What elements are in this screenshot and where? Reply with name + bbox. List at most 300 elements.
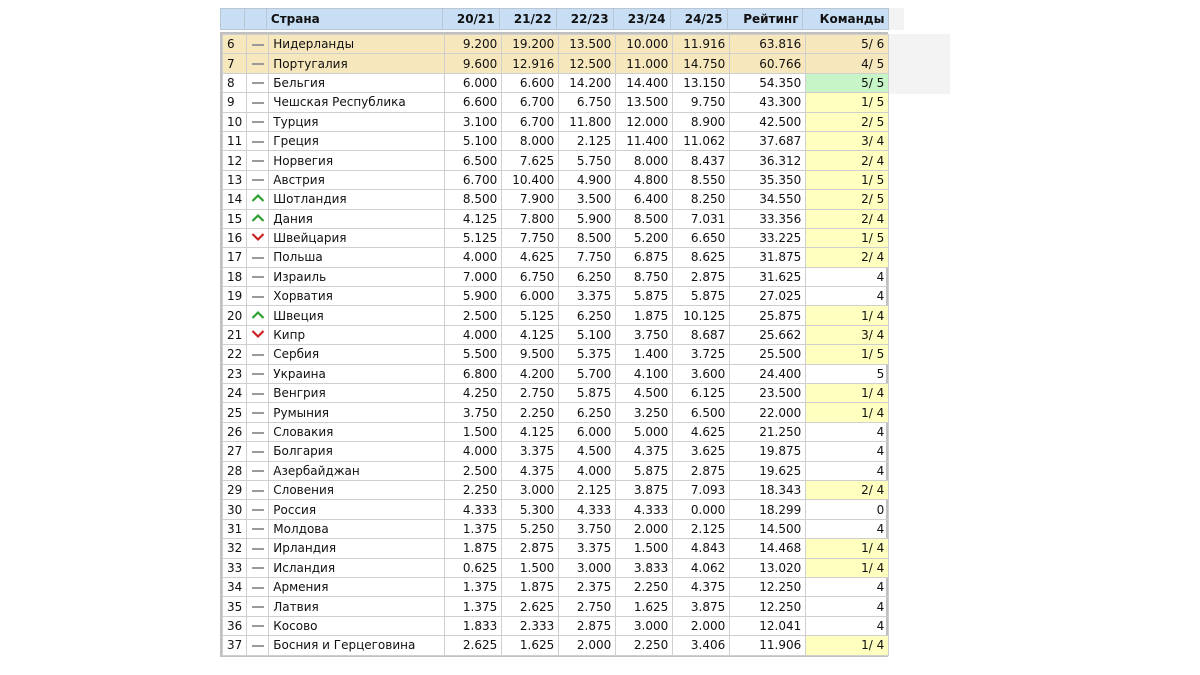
trend-unchanged-icon (252, 509, 264, 511)
country-name[interactable]: Кипр (269, 325, 445, 344)
country-name[interactable]: Латвия (269, 597, 445, 616)
season-2-value: 7.750 (502, 228, 559, 247)
rating-value: 24.400 (730, 364, 806, 383)
table-row[interactable] (223, 54, 889, 73)
season-5-value: 2.125 (673, 519, 730, 538)
trend-unchanged-icon (252, 432, 264, 434)
teams-value: 4 (806, 616, 889, 635)
teams-value: 4 (806, 461, 889, 480)
season-4-value: 2.000 (616, 519, 673, 538)
season-2-value: 4.375 (502, 461, 559, 480)
rating-value: 18.343 (730, 480, 806, 499)
rank-cell: 8 (223, 73, 247, 92)
country-name[interactable]: Сербия (269, 345, 445, 364)
rating-value: 23.500 (730, 384, 806, 403)
rating-value: 19.625 (730, 461, 806, 480)
rank-cell: 11 (223, 131, 247, 150)
season-2-value: 4.200 (502, 364, 559, 383)
rating-value: 27.025 (730, 287, 806, 306)
season-2-value: 2.875 (502, 539, 559, 558)
table-row[interactable] (223, 636, 889, 655)
trend-cell (247, 306, 269, 325)
trend-unchanged-icon (252, 276, 264, 278)
teams-value: 2/ 5 (806, 190, 889, 209)
rank-cell: 9 (223, 93, 247, 112)
header-season-1[interactable]: 20/21 (442, 9, 499, 30)
trend-cell (247, 597, 269, 616)
trend-cell (247, 461, 269, 480)
season-1-value: 4.000 (445, 325, 502, 344)
rank-cell: 19 (223, 287, 247, 306)
country-name[interactable]: Дания (269, 209, 445, 228)
season-2-value: 1.875 (502, 577, 559, 596)
table-row[interactable] (223, 248, 889, 267)
season-2-value: 19.200 (502, 35, 559, 54)
season-3-value: 3.750 (559, 519, 616, 538)
table-row[interactable] (223, 190, 889, 209)
trend-cell (247, 151, 269, 170)
season-4-value: 5.875 (616, 461, 673, 480)
rank-cell: 20 (223, 306, 247, 325)
rank-cell: 21 (223, 325, 247, 344)
table-row[interactable] (223, 364, 889, 383)
season-2-value: 7.800 (502, 209, 559, 228)
season-3-value: 3.375 (559, 539, 616, 558)
country-name[interactable]: Бельгия (269, 73, 445, 92)
season-4-value: 3.000 (616, 616, 673, 635)
table-row[interactable] (223, 73, 889, 92)
country-name[interactable]: Нидерланды (269, 35, 445, 54)
season-1-value: 1.375 (445, 577, 502, 596)
season-1-value: 6.000 (445, 73, 502, 92)
season-3-value: 2.125 (559, 480, 616, 499)
season-3-value: 3.500 (559, 190, 616, 209)
season-5-value: 8.437 (673, 151, 730, 170)
rating-value: 54.350 (730, 73, 806, 92)
season-4-value: 1.500 (616, 539, 673, 558)
trend-unchanged-icon (252, 548, 264, 550)
season-1-value: 1.375 (445, 519, 502, 538)
table-header-bar (220, 8, 904, 30)
season-1-value: 3.750 (445, 403, 502, 422)
season-2-value: 5.125 (502, 306, 559, 325)
season-5-value: 4.843 (673, 539, 730, 558)
teams-value: 5/ 5 (806, 73, 889, 92)
rating-value: 22.000 (730, 403, 806, 422)
rating-value: 35.350 (730, 170, 806, 189)
season-2-value: 2.750 (502, 384, 559, 403)
season-2-value: 7.625 (502, 151, 559, 170)
table-row[interactable] (223, 539, 889, 558)
rating-value: 33.356 (730, 209, 806, 228)
table-row[interactable] (223, 287, 889, 306)
rating-value: 19.875 (730, 442, 806, 461)
table-row[interactable] (223, 267, 889, 286)
season-2-value: 10.400 (502, 170, 559, 189)
country-name[interactable]: Польша (269, 248, 445, 267)
teams-value: 4 (806, 519, 889, 538)
teams-value: 2/ 5 (806, 112, 889, 131)
trend-down-icon (251, 328, 265, 342)
season-1-value: 2.500 (445, 461, 502, 480)
table-row[interactable] (223, 403, 889, 422)
header-season-2[interactable]: 21/22 (499, 9, 556, 30)
season-1-value: 2.500 (445, 306, 502, 325)
rating-value: 33.225 (730, 228, 806, 247)
season-3-value: 6.000 (559, 422, 616, 441)
season-1-value: 5.100 (445, 131, 502, 150)
rating-value: 21.250 (730, 422, 806, 441)
season-5-value: 8.550 (673, 170, 730, 189)
trend-cell (247, 170, 269, 189)
season-3-value: 11.800 (559, 112, 616, 131)
season-4-value: 5.000 (616, 422, 673, 441)
header-rating[interactable]: Рейтинг (727, 9, 803, 30)
season-5-value: 3.625 (673, 442, 730, 461)
country-name[interactable]: Чешская Республика (269, 93, 445, 112)
country-name[interactable]: Швеция (269, 306, 445, 325)
season-2-value: 6.700 (502, 93, 559, 112)
ranking-table (222, 34, 889, 656)
rank-cell: 33 (223, 558, 247, 577)
header-pos[interactable] (221, 9, 245, 30)
teams-value: 1/ 4 (806, 384, 889, 403)
rank-cell: 32 (223, 539, 247, 558)
country-name[interactable]: Румыния (269, 403, 445, 422)
season-5-value: 5.875 (673, 287, 730, 306)
season-1-value: 5.125 (445, 228, 502, 247)
teams-value: 1/ 4 (806, 558, 889, 577)
season-5-value: 3.725 (673, 345, 730, 364)
trend-cell (247, 112, 269, 131)
season-4-value: 4.500 (616, 384, 673, 403)
season-3-value: 4.333 (559, 500, 616, 519)
table-row[interactable] (223, 480, 889, 499)
rank-cell: 37 (223, 636, 247, 655)
table-row[interactable] (223, 384, 889, 403)
teams-value: 2/ 4 (806, 480, 889, 499)
table-row[interactable] (223, 422, 889, 441)
country-name[interactable]: Словакия (269, 422, 445, 441)
table-row[interactable] (223, 209, 889, 228)
trend-unchanged-icon (252, 141, 264, 143)
table-row[interactable] (223, 93, 889, 112)
rank-cell: 27 (223, 442, 247, 461)
teams-value: 3/ 4 (806, 325, 889, 344)
season-1-value: 3.100 (445, 112, 502, 131)
country-name[interactable]: Россия (269, 500, 445, 519)
trend-unchanged-icon (252, 470, 264, 472)
season-5-value: 2.000 (673, 616, 730, 635)
season-4-value: 5.875 (616, 287, 673, 306)
trend-cell (247, 131, 269, 150)
rank-cell: 30 (223, 500, 247, 519)
country-name[interactable]: Норвегия (269, 151, 445, 170)
country-name[interactable]: Португалия (269, 54, 445, 73)
table-row[interactable] (223, 151, 889, 170)
season-3-value: 14.200 (559, 73, 616, 92)
country-name[interactable]: Швейцария (269, 228, 445, 247)
season-5-value: 7.093 (673, 480, 730, 499)
header-season-5[interactable]: 24/25 (670, 9, 727, 30)
season-2-value: 8.000 (502, 131, 559, 150)
country-name[interactable]: Босния и Герцеговина (269, 636, 445, 655)
side-panel-background (888, 34, 950, 94)
teams-value: 1/ 4 (806, 306, 889, 325)
table-row[interactable] (223, 35, 889, 54)
rating-value: 60.766 (730, 54, 806, 73)
table-row[interactable] (223, 306, 889, 325)
teams-value: 4 (806, 287, 889, 306)
table-row[interactable] (223, 345, 889, 364)
country-name[interactable]: Австрия (269, 170, 445, 189)
ranking-table-body (222, 34, 889, 656)
teams-value: 1/ 4 (806, 403, 889, 422)
trend-cell (247, 616, 269, 635)
season-4-value: 6.875 (616, 248, 673, 267)
table-row[interactable] (223, 577, 889, 596)
rating-value: 42.500 (730, 112, 806, 131)
header-season-3[interactable]: 22/23 (556, 9, 613, 30)
trend-cell (247, 35, 269, 54)
rating-value: 14.500 (730, 519, 806, 538)
rating-value: 31.875 (730, 248, 806, 267)
table-row[interactable] (223, 442, 889, 461)
season-1-value: 1.375 (445, 597, 502, 616)
teams-value: 3/ 4 (806, 131, 889, 150)
country-name[interactable]: Азербайджан (269, 461, 445, 480)
season-4-value: 4.100 (616, 364, 673, 383)
season-5-value: 8.625 (673, 248, 730, 267)
season-1-value: 9.600 (445, 54, 502, 73)
rank-cell: 31 (223, 519, 247, 538)
season-2-value: 6.000 (502, 287, 559, 306)
season-1-value: 9.200 (445, 35, 502, 54)
season-4-value: 4.800 (616, 170, 673, 189)
header-country[interactable]: Страна (266, 9, 442, 30)
season-2-value: 2.625 (502, 597, 559, 616)
season-3-value: 2.750 (559, 597, 616, 616)
country-name[interactable]: Исландия (269, 558, 445, 577)
season-1-value: 1.833 (445, 616, 502, 635)
season-5-value: 8.250 (673, 190, 730, 209)
rank-cell: 18 (223, 267, 247, 286)
season-4-value: 8.750 (616, 267, 673, 286)
trend-unchanged-icon (252, 645, 264, 647)
country-name[interactable]: Украина (269, 364, 445, 383)
rating-value: 25.662 (730, 325, 806, 344)
rank-cell: 12 (223, 151, 247, 170)
season-5-value: 3.600 (673, 364, 730, 383)
trend-cell (247, 345, 269, 364)
season-4-value: 6.400 (616, 190, 673, 209)
teams-value: 1/ 5 (806, 228, 889, 247)
teams-value: 4 (806, 267, 889, 286)
country-name[interactable]: Греция (269, 131, 445, 150)
rank-cell: 17 (223, 248, 247, 267)
season-4-value: 3.250 (616, 403, 673, 422)
table-row[interactable] (223, 228, 889, 247)
teams-value: 0 (806, 500, 889, 519)
country-name[interactable]: Болгария (269, 442, 445, 461)
trend-cell (247, 267, 269, 286)
season-3-value: 12.500 (559, 54, 616, 73)
season-5-value: 4.062 (673, 558, 730, 577)
trend-cell (247, 209, 269, 228)
header-teams[interactable]: Команды (803, 9, 889, 30)
season-4-value: 14.400 (616, 73, 673, 92)
trend-unchanged-icon (252, 179, 264, 181)
season-2-value: 6.700 (502, 112, 559, 131)
season-1-value: 8.500 (445, 190, 502, 209)
trend-cell (247, 73, 269, 92)
season-4-value: 5.200 (616, 228, 673, 247)
season-5-value: 3.406 (673, 636, 730, 655)
season-4-value: 1.625 (616, 597, 673, 616)
rank-cell: 28 (223, 461, 247, 480)
rating-value: 34.550 (730, 190, 806, 209)
trend-unchanged-icon (252, 412, 264, 414)
season-3-value: 8.500 (559, 228, 616, 247)
season-5-value: 8.900 (673, 112, 730, 131)
season-1-value: 6.500 (445, 151, 502, 170)
season-4-value: 13.500 (616, 93, 673, 112)
season-3-value: 4.000 (559, 461, 616, 480)
season-3-value: 6.250 (559, 306, 616, 325)
country-name[interactable]: Словения (269, 480, 445, 499)
rank-cell: 6 (223, 35, 247, 54)
country-name[interactable]: Ирландия (269, 539, 445, 558)
trend-cell (247, 577, 269, 596)
trend-cell (247, 93, 269, 112)
teams-value: 1/ 5 (806, 170, 889, 189)
table-row[interactable] (223, 112, 889, 131)
header-spacer (889, 9, 904, 30)
country-name[interactable]: Израиль (269, 267, 445, 286)
trend-cell (247, 480, 269, 499)
table-row[interactable] (223, 616, 889, 635)
trend-unchanged-icon (252, 625, 264, 627)
ranking-rows (223, 35, 889, 656)
trend-unchanged-icon (252, 528, 264, 530)
season-5-value: 11.916 (673, 35, 730, 54)
season-1-value: 4.333 (445, 500, 502, 519)
season-3-value: 6.250 (559, 403, 616, 422)
header-trend[interactable] (244, 9, 266, 30)
season-2-value: 7.900 (502, 190, 559, 209)
trend-up-icon (251, 192, 265, 206)
season-4-value: 12.000 (616, 112, 673, 131)
season-3-value: 3.375 (559, 287, 616, 306)
season-5-value: 3.875 (673, 597, 730, 616)
table-row[interactable] (223, 500, 889, 519)
rank-cell: 16 (223, 228, 247, 247)
table-row[interactable] (223, 131, 889, 150)
season-2-value: 1.500 (502, 558, 559, 577)
season-2-value: 6.600 (502, 73, 559, 92)
rating-value: 25.500 (730, 345, 806, 364)
rank-cell: 15 (223, 209, 247, 228)
country-name[interactable]: Косово (269, 616, 445, 635)
header-table (220, 8, 904, 30)
season-5-value: 7.031 (673, 209, 730, 228)
table-row[interactable] (223, 325, 889, 344)
season-5-value: 6.650 (673, 228, 730, 247)
season-3-value: 2.000 (559, 636, 616, 655)
teams-value: 2/ 4 (806, 151, 889, 170)
trend-unchanged-icon (252, 160, 264, 162)
season-1-value: 6.700 (445, 170, 502, 189)
country-name[interactable]: Армения (269, 577, 445, 596)
rating-value: 14.468 (730, 539, 806, 558)
trend-cell (247, 500, 269, 519)
country-name[interactable]: Молдова (269, 519, 445, 538)
season-1-value: 4.000 (445, 442, 502, 461)
season-3-value: 2.875 (559, 616, 616, 635)
rating-value: 12.041 (730, 616, 806, 635)
season-2-value: 9.500 (502, 345, 559, 364)
trend-unchanged-icon (252, 393, 264, 395)
header-season-4[interactable]: 23/24 (613, 9, 670, 30)
trend-unchanged-icon (252, 296, 264, 298)
rating-value: 43.300 (730, 93, 806, 112)
trend-unchanged-icon (252, 102, 264, 104)
country-name[interactable]: Турция (269, 112, 445, 131)
teams-value: 5/ 6 (806, 35, 889, 54)
season-3-value: 3.000 (559, 558, 616, 577)
table-row[interactable] (223, 170, 889, 189)
rank-cell: 26 (223, 422, 247, 441)
teams-value: 1/ 5 (806, 345, 889, 364)
trend-cell (247, 325, 269, 344)
rank-cell: 7 (223, 54, 247, 73)
season-3-value: 5.375 (559, 345, 616, 364)
trend-cell (247, 54, 269, 73)
trend-cell (247, 636, 269, 655)
country-name[interactable]: Хорватия (269, 287, 445, 306)
table-row[interactable] (223, 597, 889, 616)
season-4-value: 3.875 (616, 480, 673, 499)
trend-cell (247, 519, 269, 538)
season-3-value: 6.250 (559, 267, 616, 286)
rating-value: 25.875 (730, 306, 806, 325)
country-name[interactable]: Венгрия (269, 384, 445, 403)
trend-unchanged-icon (252, 587, 264, 589)
table-row[interactable] (223, 461, 889, 480)
trend-unchanged-icon (252, 121, 264, 123)
rank-cell: 34 (223, 577, 247, 596)
season-5-value: 2.875 (673, 461, 730, 480)
season-3-value: 2.125 (559, 131, 616, 150)
season-4-value: 11.400 (616, 131, 673, 150)
season-5-value: 4.625 (673, 422, 730, 441)
rating-value: 37.687 (730, 131, 806, 150)
table-row[interactable] (223, 519, 889, 538)
trend-cell (247, 384, 269, 403)
rating-value: 18.299 (730, 500, 806, 519)
season-5-value: 6.500 (673, 403, 730, 422)
season-5-value: 0.000 (673, 500, 730, 519)
country-name[interactable]: Шотландия (269, 190, 445, 209)
season-4-value: 4.375 (616, 442, 673, 461)
table-row[interactable] (223, 558, 889, 577)
season-4-value: 4.333 (616, 500, 673, 519)
season-4-value: 2.250 (616, 636, 673, 655)
rating-value: 12.250 (730, 577, 806, 596)
season-3-value: 5.750 (559, 151, 616, 170)
rank-cell: 22 (223, 345, 247, 364)
season-1-value: 2.250 (445, 480, 502, 499)
